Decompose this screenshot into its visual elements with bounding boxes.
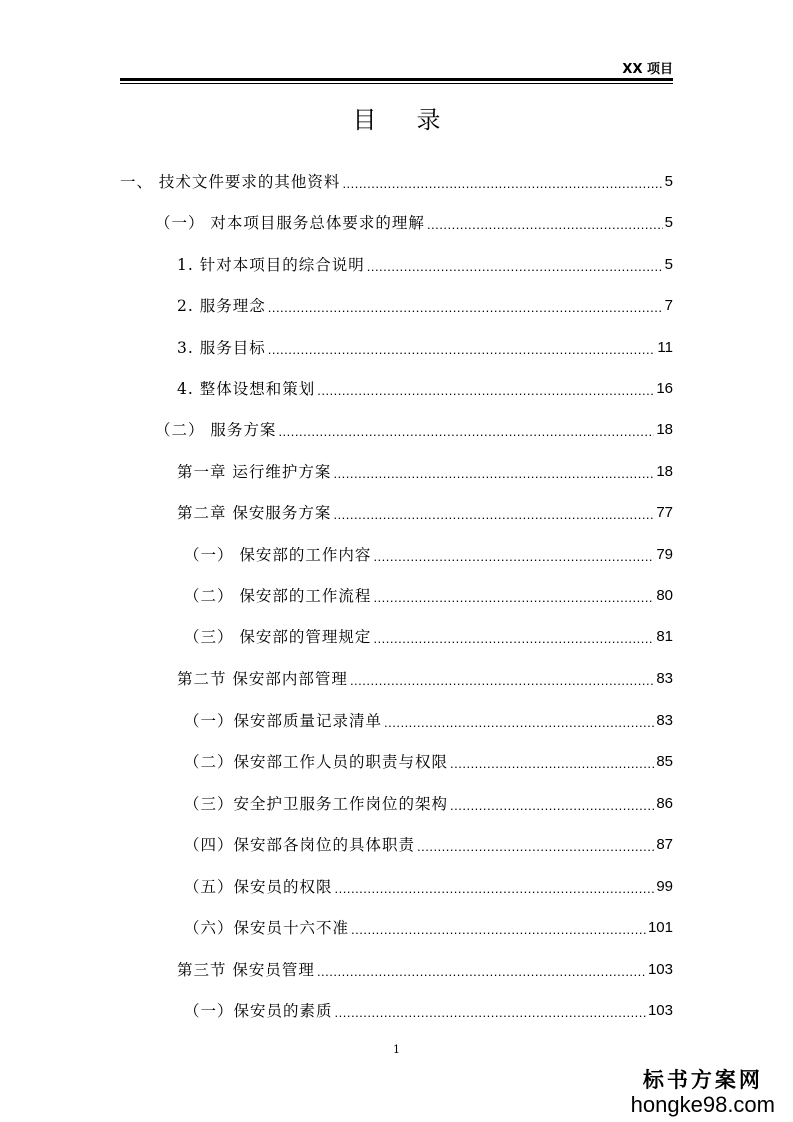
toc-dot-leader bbox=[335, 999, 646, 1023]
toc-dot-leader bbox=[417, 833, 654, 857]
toc-entry[interactable] bbox=[177, 377, 673, 401]
toc-entry[interactable] bbox=[184, 709, 673, 733]
toc-entry[interactable] bbox=[155, 418, 673, 442]
toc-entry-label: 4. 整体设想和策划 bbox=[177, 380, 316, 398]
toc-entry[interactable] bbox=[184, 584, 673, 608]
toc-entry-label: （三）安全护卫服务工作岗位的架构 bbox=[184, 795, 449, 813]
toc-entry-label: （六）保安员十六不准 bbox=[184, 919, 350, 937]
toc-entry-label: （一） 保安部的工作内容 bbox=[184, 546, 372, 564]
toc-entry-label: （二）保安部工作人员的职责与权限 bbox=[184, 753, 449, 771]
toc-dot-leader bbox=[278, 418, 654, 442]
toc-entry-label: 1. 针对本项目的综合说明 bbox=[177, 256, 365, 274]
toc-dot-leader bbox=[450, 750, 654, 774]
toc-dot-leader bbox=[317, 958, 646, 982]
toc-dot-leader bbox=[335, 875, 655, 899]
toc-dot-leader bbox=[384, 709, 654, 733]
toc-title: 目录 bbox=[352, 106, 481, 134]
toc-entry-page: 5 bbox=[664, 256, 673, 273]
toc-entry-label: （四）保安部各岗位的具体职责 bbox=[184, 836, 416, 854]
toc-entry[interactable] bbox=[177, 294, 673, 318]
toc-entry[interactable] bbox=[184, 999, 673, 1023]
toc-entry-page: 83 bbox=[656, 670, 673, 687]
toc-entry-page: 86 bbox=[656, 795, 673, 812]
header-project-title: XX 项目 bbox=[622, 62, 673, 77]
toc-entry-label: 3. 服务目标 bbox=[177, 339, 266, 357]
toc-entry-page: 7 bbox=[664, 297, 673, 314]
toc-entry[interactable] bbox=[120, 170, 673, 194]
toc-entry[interactable] bbox=[184, 543, 673, 567]
toc-entry-page: 18 bbox=[656, 421, 673, 438]
toc-entry-label: 第三节 保安员管理 bbox=[177, 961, 315, 979]
toc-entry[interactable] bbox=[184, 875, 673, 899]
toc-entry-page: 103 bbox=[647, 1002, 673, 1019]
toc-entry-page: 87 bbox=[656, 836, 673, 853]
toc-entry-page: 85 bbox=[656, 753, 673, 770]
toc-entry-page: 16 bbox=[656, 380, 673, 397]
toc-entry-page: 101 bbox=[647, 919, 673, 936]
toc-dot-leader bbox=[333, 501, 654, 525]
toc-dot-leader bbox=[351, 916, 646, 940]
toc-entry[interactable] bbox=[177, 336, 673, 360]
toc-dot-leader bbox=[342, 170, 662, 194]
toc-entry-page: 103 bbox=[647, 961, 673, 978]
toc-entry[interactable] bbox=[177, 501, 673, 525]
toc-entry-page: 18 bbox=[656, 463, 673, 480]
watermark-logo bbox=[631, 1068, 775, 1118]
toc-entry-page: 81 bbox=[656, 628, 673, 645]
toc-entry-page: 5 bbox=[664, 214, 673, 231]
toc-entry[interactable] bbox=[177, 667, 673, 691]
toc-entry-page: 83 bbox=[656, 712, 673, 729]
toc-entry-label: （二） 保安部的工作流程 bbox=[184, 587, 372, 605]
toc-entry-label: （二） 服务方案 bbox=[155, 421, 277, 439]
toc-dot-leader bbox=[333, 460, 654, 484]
toc-entry-label: 第二节 保安部内部管理 bbox=[177, 670, 348, 688]
page-number: 1 bbox=[393, 1043, 400, 1056]
toc-entry-label: 一、 技术文件要求的其他资料 bbox=[120, 173, 341, 191]
toc-entry[interactable] bbox=[177, 460, 673, 484]
toc-entry[interactable] bbox=[184, 750, 673, 774]
toc-entry-page: 77 bbox=[656, 504, 673, 521]
toc-entry[interactable] bbox=[184, 625, 673, 649]
toc-entry[interactable] bbox=[184, 833, 673, 857]
toc-entry-label: （三） 保安部的管理规定 bbox=[184, 628, 372, 646]
toc-entry[interactable] bbox=[155, 211, 673, 235]
toc-entry[interactable] bbox=[177, 958, 673, 982]
toc-entry-page: 79 bbox=[656, 546, 673, 563]
toc-dot-leader bbox=[373, 625, 654, 649]
toc-dot-leader bbox=[450, 792, 654, 816]
toc-entry-label: （五）保安员的权限 bbox=[184, 878, 333, 896]
toc-entry-page: 5 bbox=[664, 173, 673, 190]
watermark-name: 标书方案网 bbox=[642, 1067, 763, 1092]
toc-entry-label: 第二章 保安服务方案 bbox=[177, 504, 332, 522]
toc-dot-leader bbox=[268, 336, 656, 360]
toc-dot-leader bbox=[367, 253, 663, 277]
toc-entry-label: （一）保安员的素质 bbox=[184, 1002, 333, 1020]
toc-dot-leader bbox=[427, 211, 663, 235]
toc-entry-label: （一） 对本项目服务总体要求的理解 bbox=[155, 214, 425, 232]
watermark-url: hongke98.com bbox=[630, 1092, 775, 1117]
toc-entry[interactable] bbox=[184, 916, 673, 940]
toc-dot-leader bbox=[268, 294, 663, 318]
toc-entry-label: 第一章 运行维护方案 bbox=[177, 463, 332, 481]
toc-dot-leader bbox=[350, 667, 654, 691]
toc-entry-label: 2. 服务理念 bbox=[177, 297, 266, 315]
toc-dot-leader bbox=[373, 584, 654, 608]
toc-entry-page: 99 bbox=[656, 878, 673, 895]
toc-entry-label: （一）保安部质量记录清单 bbox=[184, 712, 383, 730]
toc-entry-page: 80 bbox=[656, 587, 673, 604]
toc-dot-leader bbox=[317, 377, 654, 401]
toc-entry[interactable] bbox=[184, 792, 673, 816]
toc-dot-leader bbox=[373, 543, 654, 567]
toc-entry[interactable] bbox=[177, 253, 673, 277]
toc-entry-page: 11 bbox=[657, 339, 673, 356]
